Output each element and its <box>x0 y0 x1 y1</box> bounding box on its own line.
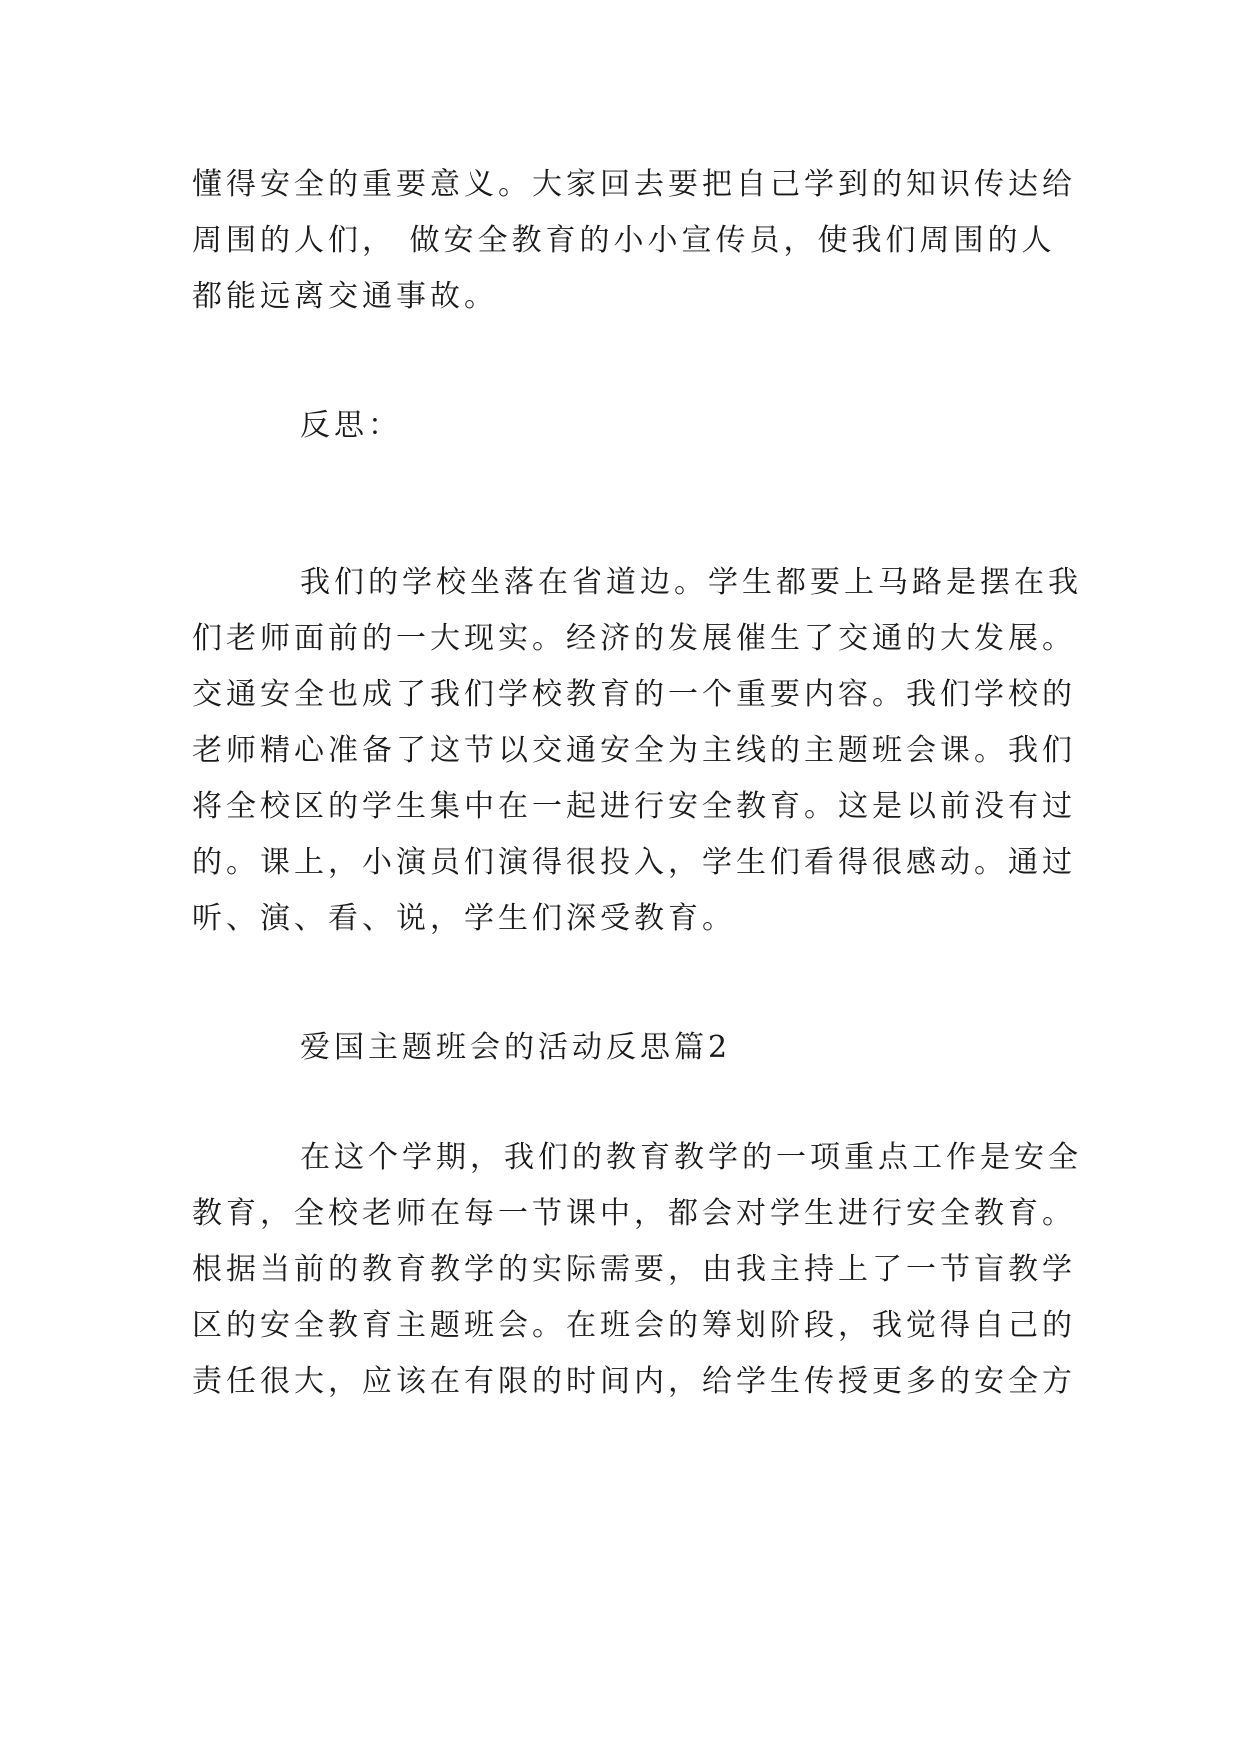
text-line: 我们的学校坐落在省道边。学生都要上马路是摆在我 <box>300 565 1082 600</box>
text-line: 将全校区的学生集中在一起进行安全教育。这是以前没有过 <box>192 789 1076 824</box>
paragraph-intro <box>192 157 1076 325</box>
text-line: 交通安全也成了我们学校教育的一个重要内容。我们学校的 <box>192 677 1076 712</box>
text-line: 根据当前的教育教学的实际需要，由我主持上了一节盲教学 <box>192 1252 1076 1287</box>
text-line: 区的安全教育主题班会。在班会的筹划阶段，我觉得自己的 <box>192 1308 1076 1343</box>
paragraph-reflection <box>192 555 1082 947</box>
text-line: 教育，全校老师在每一节课中，都会对学生进行安全教育。 <box>192 1196 1076 1231</box>
text-line: 在这个学期，我们的教育教学的一项重点工作是安全 <box>300 1140 1082 1175</box>
text-line: 听、演、看、说，学生们深受教育。 <box>192 901 736 936</box>
text-line: 都能远离交通事故。 <box>192 279 498 314</box>
paragraph-article2 <box>192 1130 1082 1410</box>
text-line: 懂得安全的重要意义。大家回去要把自己学到的知识传达给 <box>192 167 1076 202</box>
heading-article2-block <box>192 1020 1052 1076</box>
text-line: 的。课上，小演员们演得很投入，学生们看得很感动。通过 <box>192 845 1076 880</box>
text-line: 周围的人们， 做安全教育的小小宣传员，使我们周围的人 <box>192 223 1056 258</box>
text-line: 责任很大，应该在有限的时间内，给学生传授更多的安全方 <box>192 1364 1076 1399</box>
heading-reflection-block <box>192 398 1052 454</box>
heading-article2: 爱国主题班会的活动反思篇2 <box>300 1030 732 1065</box>
heading-reflection: 反思： <box>300 408 402 443</box>
text-line: 老师精心准备了这节以交通安全为主线的主题班会课。我们 <box>192 733 1076 768</box>
text-line: 们老师面前的一大现实。经济的发展催生了交通的大发展。 <box>192 621 1076 656</box>
